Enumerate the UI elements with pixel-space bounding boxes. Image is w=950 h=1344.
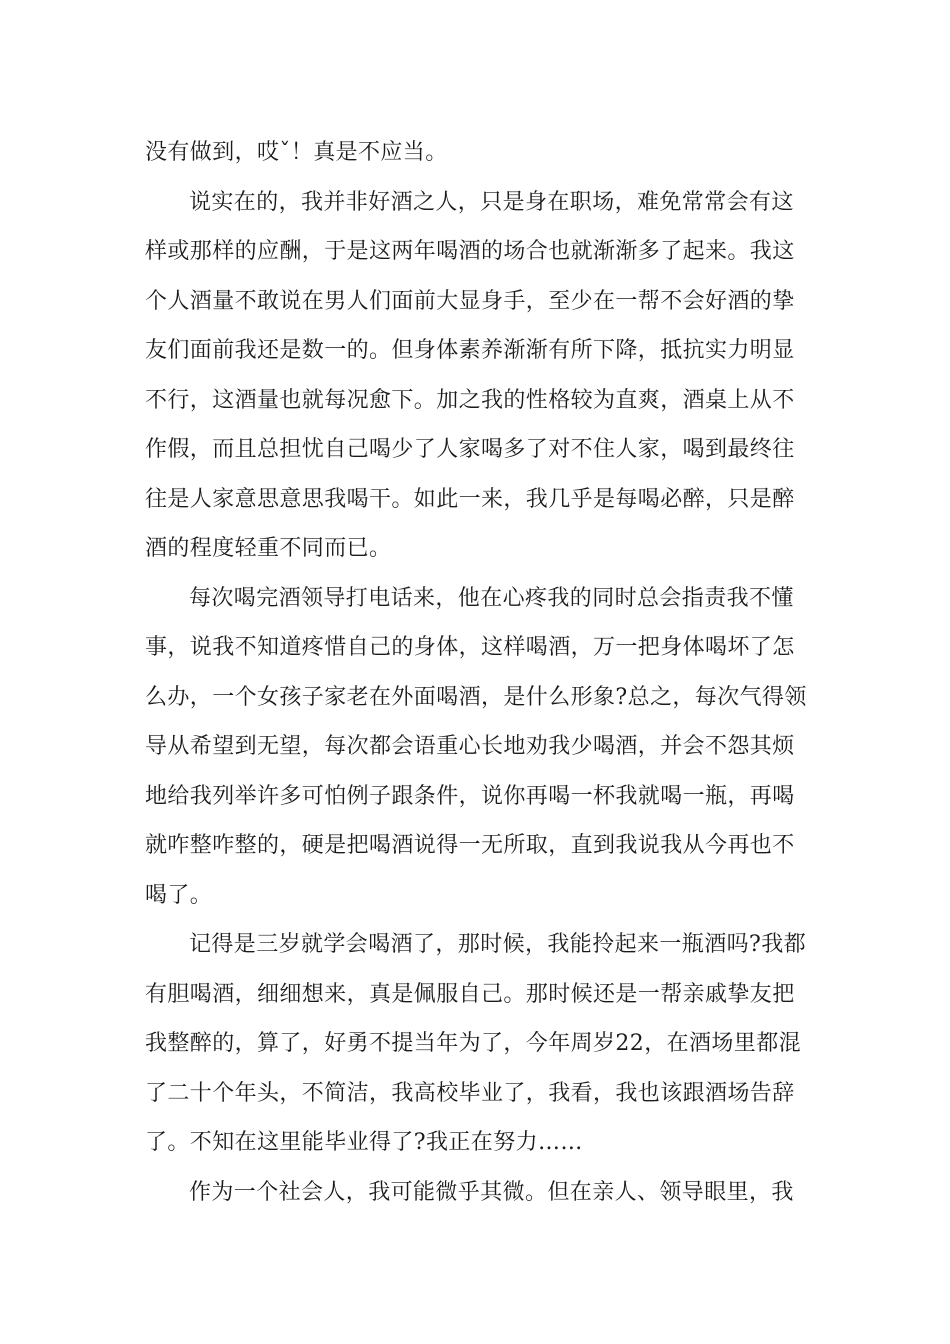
text-line: 了二十个年头，不简洁，我高校毕业了，我看，我也该跟酒场告辞 bbox=[145, 1080, 795, 1106]
text-line: 每次喝完酒领导打电话来，他在心疼我的同时总会指责我不懂 bbox=[189, 585, 794, 611]
text-line: 有胆喝酒，细细想来，真是佩服自己。那时候还是一帮亲戚挚友把 bbox=[145, 981, 795, 1007]
text-line: 就咋整咋整的，硬是把喝酒说得一无所取，直到我说我从今再也不 bbox=[145, 833, 795, 858]
text-line: 不行，这酒量也就每况愈下。加之我的性格较为直爽，酒桌上从不 bbox=[145, 387, 795, 413]
text-line: 作为一个社会人，我可能微乎其微。但在亲人、领导眼里，我 bbox=[189, 1179, 794, 1205]
text-line: 样或那样的应酬，于是这两年喝酒的场合也就渐渐多了起来。我这 bbox=[145, 239, 795, 264]
document-body bbox=[145, 128, 807, 1217]
text-line: 喝了。 bbox=[145, 882, 213, 908]
text-line: 个人酒量不敢说在男人们面前大显身手，至少在一帮不会好酒的挚 bbox=[145, 288, 795, 314]
text-line: 么办，一个女孩子家老在外面喝酒，是什么形象?总之，每次气得领 bbox=[145, 684, 807, 710]
text-line: 导从希望到无望，每次都会语重心长地劝我少喝酒，并会不怨其烦 bbox=[145, 734, 795, 759]
text-line: 友们面前我还是数一的。但身体素养渐渐有所下降，抵抗实力明显 bbox=[145, 338, 795, 363]
text-line: 事，说我不知道疼惜自己的身体，这样喝酒，万一把身体喝坏了怎 bbox=[145, 635, 795, 660]
text-line: 了。不知在这里能毕业得了?我正在努力…… bbox=[145, 1130, 583, 1155]
text-line: 地给我列举许多可怕例子跟条件，说你再喝一杯我就喝一瓶，再喝 bbox=[145, 783, 795, 809]
text-line: 酒的程度轻重不同而已。 bbox=[145, 536, 392, 561]
text-line: 记得是三岁就学会喝酒了，那时候，我能拎起来一瓶酒吗?我都 bbox=[189, 932, 806, 957]
text-line: 说实在的，我并非好酒之人，只是身在职场，难免常常会有这 bbox=[189, 189, 794, 215]
text-line: 我整醉的，算了，好勇不提当年为了，今年周岁22，在酒场里都混 bbox=[145, 1031, 801, 1056]
text-line: 没有做到，哎ˇ！真是不应当。 bbox=[145, 140, 448, 165]
text-line: 作假，而且总担忧自己喝少了人家喝多了对不住人家，喝到最终往 bbox=[145, 437, 795, 462]
text-line: 往是人家意思意思我喝干。如此一来，我几乎是每喝必醉，只是醉 bbox=[145, 486, 795, 512]
